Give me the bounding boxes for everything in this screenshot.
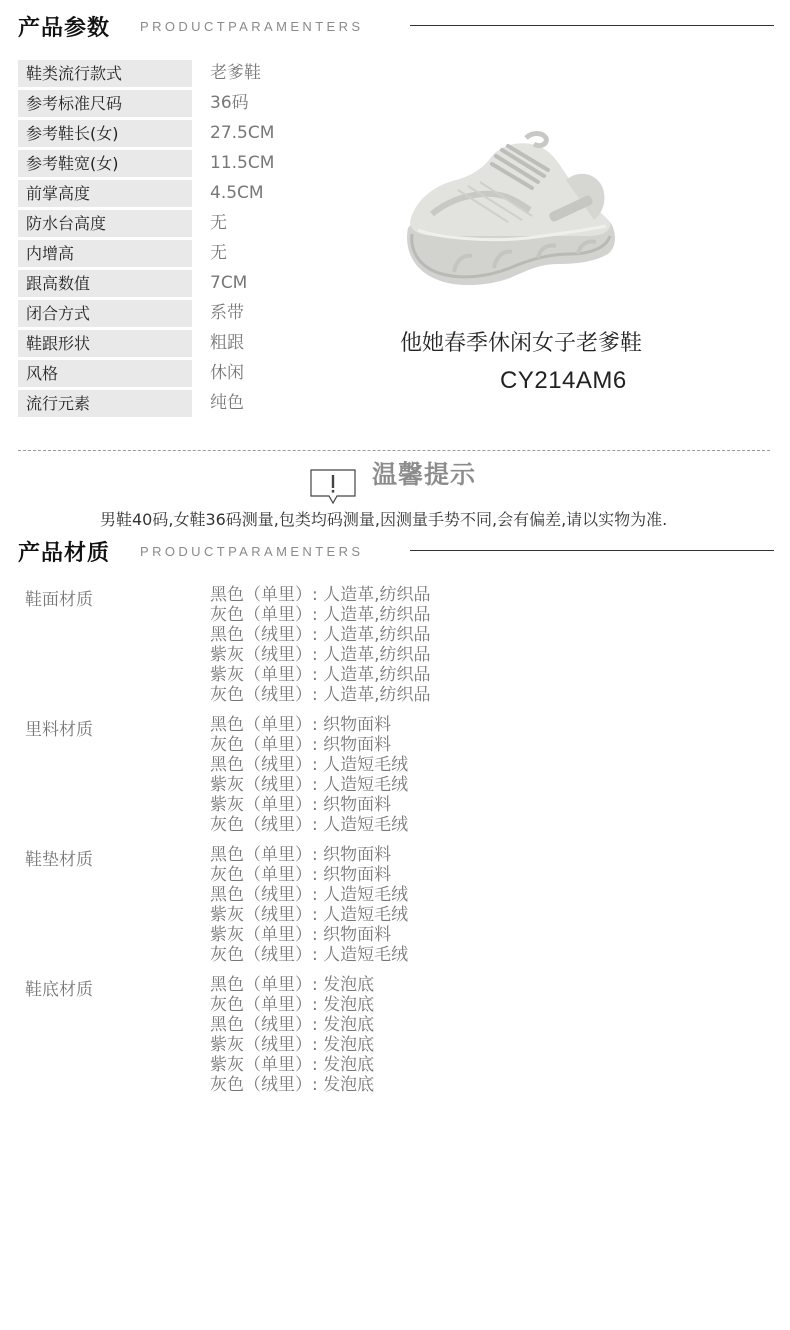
spec-value: 4.5CM [210, 183, 264, 203]
product-name: 他她春季休闲女子老爹鞋 [400, 331, 643, 356]
spec-label: 闭合方式 [18, 300, 192, 327]
material-label: 里料材质 [25, 720, 93, 740]
material-line: 灰色（绒里）: 人造短毛绒 [210, 945, 409, 965]
spec-row [18, 299, 378, 329]
spec-row [18, 179, 378, 209]
spec-row [18, 59, 378, 89]
material-line: 灰色（单里）: 发泡底 [210, 995, 375, 1015]
material-line: 紫灰（绒里）: 人造革,纺织品 [210, 645, 431, 665]
material-line: 紫灰（单里）: 人造革,纺织品 [210, 665, 431, 685]
spec-value: 7CM [210, 273, 248, 293]
spec-label: 防水台高度 [18, 210, 192, 237]
spec-row [18, 89, 378, 119]
material-label: 鞋垫材质 [25, 850, 93, 870]
spec-value: 无 [210, 243, 227, 263]
material-line: 紫灰（单里）: 织物面料 [210, 925, 392, 945]
spec-value: 粗跟 [210, 333, 244, 353]
material-section-subtitle: PRODUCTPARAMENTERS [140, 544, 364, 559]
spec-label: 参考鞋长(女) [18, 120, 192, 147]
spec-value: 11.5CM [210, 153, 275, 173]
material-line: 黑色（绒里）: 发泡底 [210, 1015, 375, 1035]
spec-label: 内增高 [18, 240, 192, 267]
spec-label: 鞋类流行款式 [18, 60, 192, 87]
material-line: 紫灰（绒里）: 人造短毛绒 [210, 775, 409, 795]
spec-label: 前掌高度 [18, 180, 192, 207]
params-section-rule [410, 25, 774, 26]
material-label: 鞋面材质 [25, 590, 93, 610]
spec-row [18, 239, 378, 269]
material-line: 灰色（绒里）: 人造革,纺织品 [210, 685, 431, 705]
spec-value: 系带 [210, 303, 244, 323]
material-line: 黑色（单里）: 发泡底 [210, 975, 375, 995]
material-lines [210, 845, 408, 965]
material-line: 灰色（单里）: 人造革,纺织品 [210, 605, 431, 625]
material-line: 黑色（绒里）: 人造短毛绒 [210, 755, 409, 775]
dashed-divider [18, 450, 770, 451]
params-section-subtitle: PRODUCTPARAMENTERS [140, 19, 364, 34]
spec-value: 27.5CM [210, 123, 275, 143]
spec-value: 休闲 [210, 363, 244, 383]
material-section-header [18, 536, 774, 566]
material-lines [210, 585, 431, 705]
material-line: 灰色（单里）: 织物面料 [210, 735, 392, 755]
spec-value: 纯色 [210, 393, 244, 413]
spec-row [18, 209, 378, 239]
material-line: 紫灰（绒里）: 人造短毛绒 [210, 905, 409, 925]
spec-label: 鞋跟形状 [18, 330, 192, 357]
material-line: 黑色（绒里）: 人造革,纺织品 [210, 625, 431, 645]
shoe-product-image [398, 130, 620, 296]
product-code: CY214AM6 [500, 367, 627, 394]
spec-value: 老爹鞋 [210, 63, 261, 83]
spec-row [18, 329, 378, 359]
tip-text: 男鞋40码,女鞋36码测量,包类均码测量,因测量手势不同,会有偏差,请以实物为准. [100, 510, 668, 529]
material-lines [210, 975, 374, 1095]
spec-label: 跟高数值 [18, 270, 192, 297]
material-line: 紫灰（单里）: 织物面料 [210, 795, 392, 815]
params-section-title: 产品参数 [18, 16, 111, 41]
tip-title: 温馨提示 [372, 460, 477, 489]
spec-label: 参考鞋宽(女) [18, 150, 192, 177]
spec-row [18, 149, 378, 179]
spec-table [18, 59, 378, 419]
material-line: 灰色（单里）: 织物面料 [210, 865, 392, 885]
spec-row [18, 269, 378, 299]
material-line: 黑色（单里）: 织物面料 [210, 715, 392, 735]
material-line: 黑色（绒里）: 人造短毛绒 [210, 885, 409, 905]
material-line: 黑色（单里）: 织物面料 [210, 845, 392, 865]
spec-value: 36码 [210, 93, 249, 113]
material-lines [210, 715, 408, 835]
spec-row [18, 359, 378, 389]
params-section-header [18, 11, 774, 41]
material-line: 黑色（单里）: 人造革,纺织品 [210, 585, 431, 605]
spec-row [18, 389, 378, 419]
material-line: 灰色（绒里）: 发泡底 [210, 1075, 375, 1095]
material-section-title: 产品材质 [18, 541, 111, 566]
spec-label: 流行元素 [18, 390, 192, 417]
spec-label: 风格 [18, 360, 192, 387]
material-section-rule [410, 550, 774, 551]
spec-row [18, 119, 378, 149]
spec-value: 无 [210, 213, 227, 233]
material-line: 灰色（绒里）: 人造短毛绒 [210, 815, 409, 835]
material-label: 鞋底材质 [25, 980, 93, 1000]
exclamation-speech-bubble-icon [310, 469, 356, 505]
spec-label: 参考标准尺码 [18, 90, 192, 117]
material-line: 紫灰（单里）: 发泡底 [210, 1055, 375, 1075]
material-line: 紫灰（绒里）: 发泡底 [210, 1035, 375, 1055]
